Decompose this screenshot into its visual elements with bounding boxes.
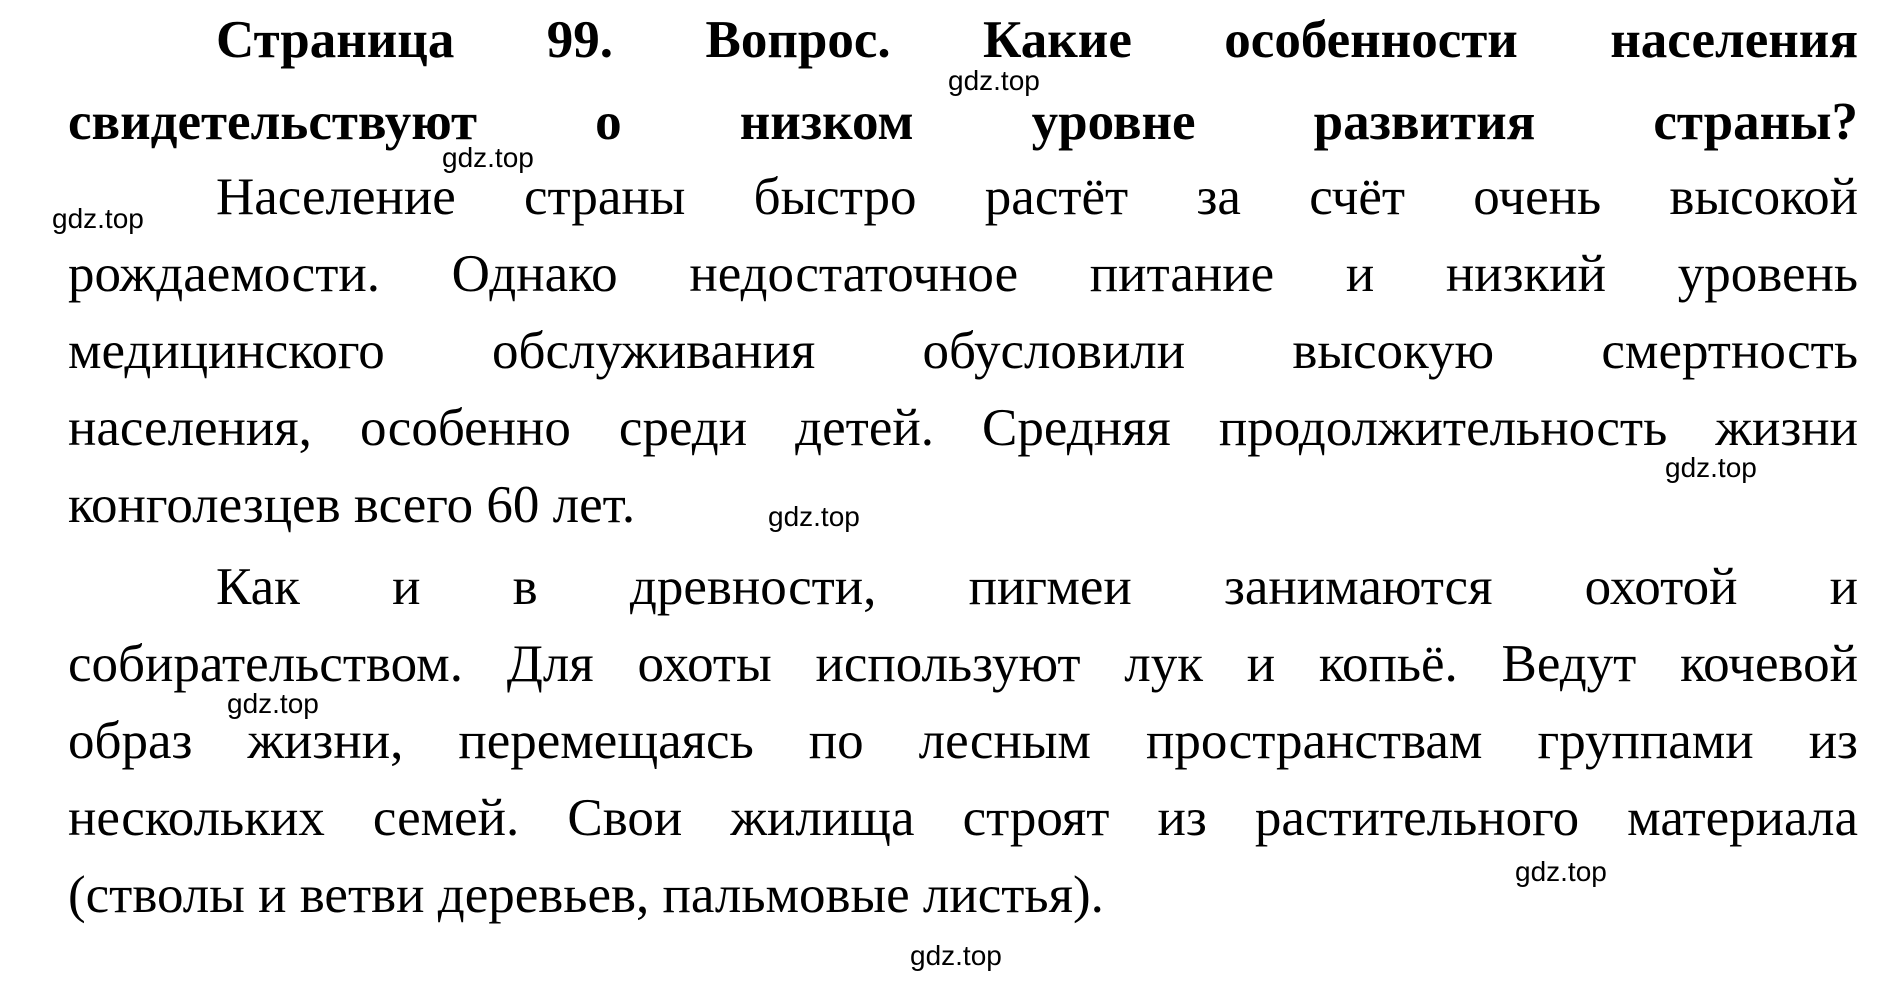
watermark: gdz.top (442, 142, 534, 173)
paragraph-1-line-3: медицинского обслуживания обусловили высокую смертность (68, 322, 1858, 380)
heading-line-1: Страница 99. Вопрос. Какие особенности населения (216, 11, 1858, 69)
paragraph-2-line-5: (стволы и ветви деревьев, пальмовые листья). (68, 866, 1104, 924)
paragraph-1-line-2: рождаемости. Однако недостаточное питание и низкий уровень (68, 245, 1858, 303)
watermark: gdz.top (1515, 856, 1607, 887)
heading-line-2: свидетельствуют о низком уровне развития страны? (68, 93, 1858, 151)
watermark: gdz.top (227, 688, 319, 719)
paragraph-2-line-3: образ жизни, перемещаясь по лесным пространствам группами из (68, 712, 1858, 770)
watermark: gdz.top (768, 501, 860, 532)
paragraph-2-line-4: нескольких семей. Свои жилища строят из растительного материала (68, 789, 1858, 847)
paragraph-2-line-1: Как и в древности, пигмеи занимаются охотой и (216, 558, 1858, 616)
paragraph-1-line-5: конголезцев всего 60 лет. (68, 476, 636, 534)
watermark: gdz.top (948, 65, 1040, 96)
watermark: gdz.top (1665, 452, 1757, 483)
paragraph-1-line-4: населения, особенно среди детей. Средняя продолжительность жизни (68, 399, 1858, 457)
paragraph-2-line-2: собирательством. Для охоты используют лук и копьё. Ведут кочевой (68, 635, 1858, 693)
watermark: gdz.top (910, 940, 1002, 971)
watermark: gdz.top (52, 203, 144, 234)
paragraph-1-line-1: Население страны быстро растёт за счёт очень высокой (216, 168, 1858, 226)
